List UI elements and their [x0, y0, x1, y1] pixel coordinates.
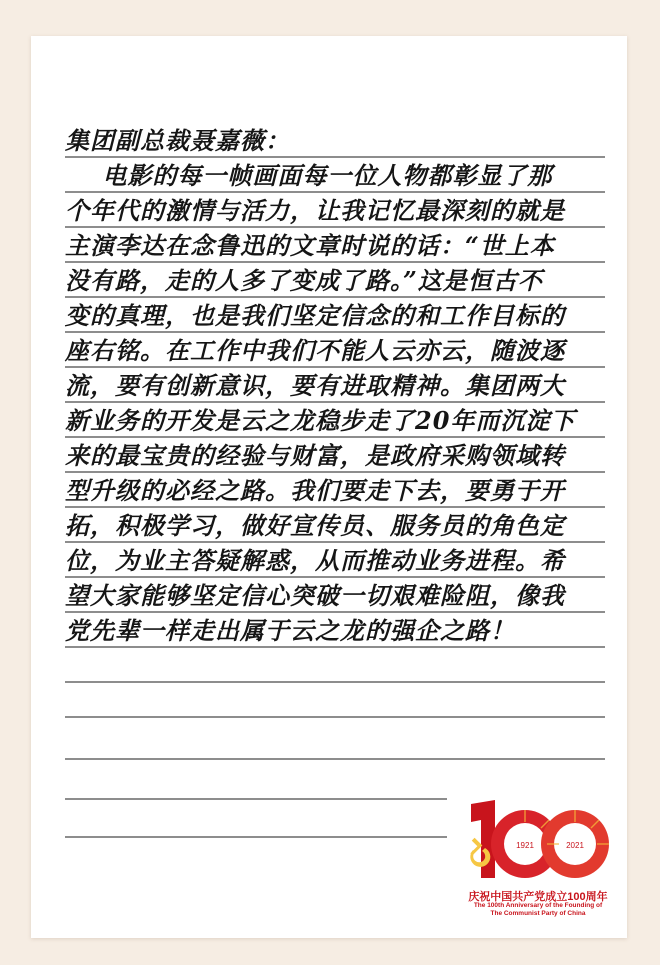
ruled-line — [65, 681, 605, 683]
centenary-emblem — [463, 798, 613, 928]
ruled-line — [65, 401, 605, 403]
ruled-line — [65, 576, 605, 578]
year-start-label: 1921 — [516, 841, 534, 850]
emblem-title-en-2: The Communist Party of China — [490, 910, 586, 917]
ruled-line — [65, 798, 447, 800]
ruled-line — [65, 331, 605, 333]
letter-line: 党先辈一样走出属于云之龙的强企之路！ — [65, 616, 515, 645]
ruled-line — [65, 296, 605, 298]
letter-line: 变的真理，也是我们坚定信念的和工作目标的 — [65, 301, 565, 330]
ruled-line — [65, 366, 605, 368]
ruled-line — [65, 716, 605, 718]
ruled-line — [65, 646, 605, 648]
ruled-line — [65, 471, 605, 473]
letter-line: 电影的每一帧画面每一位人物都彰显了那 — [65, 161, 553, 190]
ruled-line — [65, 436, 605, 438]
ruled-line — [65, 226, 605, 228]
centenary-100-graphic — [463, 798, 613, 890]
letter-line: 拓，积极学习，做好宣传员、服务员的角色定 — [65, 511, 565, 540]
ruled-line — [65, 611, 605, 613]
emblem-title-en-1: The 100th Anniversary of the Founding of — [473, 902, 603, 909]
letter-line: 新业务的开发是云之龙稳步走了20年而沉淀下 — [65, 406, 576, 435]
ruled-line — [65, 506, 605, 508]
letter-line: 流，要有创新意识，要有进取精神。集团两大 — [65, 371, 565, 400]
letter-line: 型升级的必经之路。我们要走下去，要勇于开 — [65, 476, 565, 505]
letter-line: 没有路，走的人多了变成了路。”这是恒古不 — [65, 266, 543, 295]
ruled-line — [65, 156, 605, 158]
letter-salutation: 集团副总裁聂嘉薇： — [65, 126, 290, 155]
letter-line: 来的最宝贵的经验与财富，是政府采购领域转 — [65, 441, 565, 470]
ruled-line — [65, 191, 605, 193]
letter-paper — [31, 36, 627, 938]
ruled-line — [65, 541, 605, 543]
letter-line: 个年代的激情与活力，让我记忆最深刻的就是 — [65, 196, 565, 225]
ruled-line — [65, 836, 447, 838]
letter-line: 望大家能够坚定信心突破一切艰难险阻，像我 — [65, 581, 565, 610]
letter-line: 位，为业主答疑解惑，从而推动业务进程。希 — [65, 546, 565, 575]
letter-line: 主演李达在念鲁迅的文章时说的话：“世上本 — [65, 231, 555, 260]
emblem-title-cn: 庆祝中国共产党成立100周年 — [468, 891, 608, 903]
letter-line: 座右铭。在工作中我们不能人云亦云，随波逐 — [65, 336, 565, 365]
ruled-line — [65, 758, 605, 760]
year-end-label: 2021 — [566, 841, 584, 850]
ruled-line — [65, 261, 605, 263]
